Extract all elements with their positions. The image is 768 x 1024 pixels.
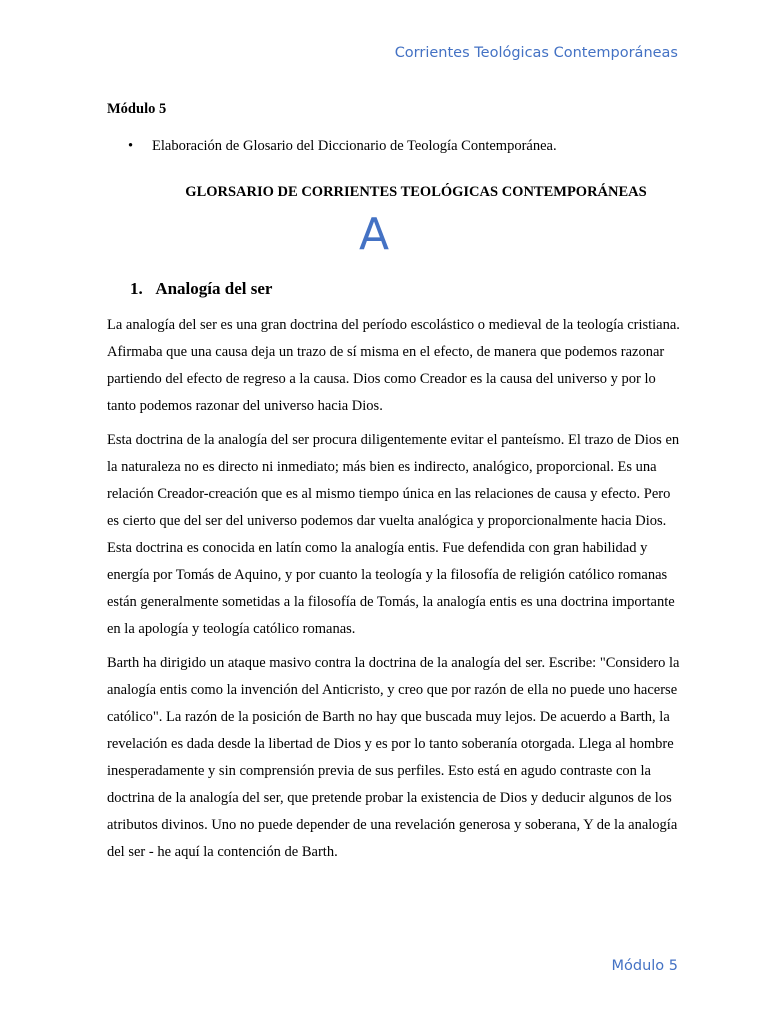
- bullet-icon: •: [128, 138, 134, 154]
- bullet-list: [107, 137, 685, 155]
- section-heading: [130, 278, 685, 300]
- page-footer-label: Módulo 5: [611, 958, 678, 974]
- glossary-title: GLORSARIO DE CORRIENTES TEOLÓGICAS CONTEMPORÁNEAS: [185, 184, 647, 200]
- list-item: [107, 137, 685, 155]
- list-item-text: Elaboración de Glosario del Diccionario de Teología Contemporánea.: [152, 138, 557, 154]
- letter-heading: A: [358, 209, 390, 260]
- module-label: Módulo 5: [107, 101, 167, 117]
- body-paragraph: Esta doctrina de la analogía del ser procura diligentemente evitar el panteísmo. El trazo de Dios en la naturaleza no es directo ni inmediato; más bien es indirecto, analógico, proporcional. Es una relación Creador-creación que es al mismo tiempo única en las relaciones de causa y efecto. Pero es cierto que del ser del universo podemos dar vuelta analógica y proporcionalmente hacia Dios. Esta doctrina es conocida en latín como la analogía entis. Fue defendida con gran habilidad y energía por Tomás de Aquino, y por cuanto la teología y la filosofía de religión católico romanas están generalmente sometidas a la filosofía de Tomás, la analogía entis es una doctrina importante en la apología y teología católico romanas.: [107, 432, 680, 637]
- page-header-title: Corrientes Teológicas Contemporáneas: [394, 45, 678, 61]
- document-body: [107, 100, 685, 866]
- body-paragraph: Barth ha dirigido un ataque masivo contra la doctrina de la analogía del ser. Escribe: "Considero la analogía entis como la invención del Anticristo, y creo que por razón de ella no puede uno hacerse católico". La razón de la posición de Barth no hay que buscada muy lejos. De acuerdo a Barth, la revelación es dada desde la libertad de Dios y es por lo tanto soberanía otorgada. Llega al hombre inesperadamente y sin comprensión previa de sus perfiles. Esto está en agudo contraste con la doctrina de la analogía del ser, que pretende probar la existencia de Dios y deducir algunos de los atributos divinos. Uno no puede depender de una revelación generosa y soberana, Y de la analogía del ser - he aquí la contención de Barth.: [107, 655, 680, 860]
- section-title: Analogía del ser: [155, 279, 273, 298]
- section-number: 1.: [130, 279, 143, 298]
- body-paragraph: La analogía del ser es una gran doctrina del período escolástico o medieval de la teología cristiana. Afirmaba que una causa deja un trazo de sí misma en el efecto, de manera que podemos razonar partiendo del efecto de regreso a la causa. Dios como Creador es la causa del universo y por lo tanto podemos razonar del universo hacia Dios.: [107, 317, 680, 414]
